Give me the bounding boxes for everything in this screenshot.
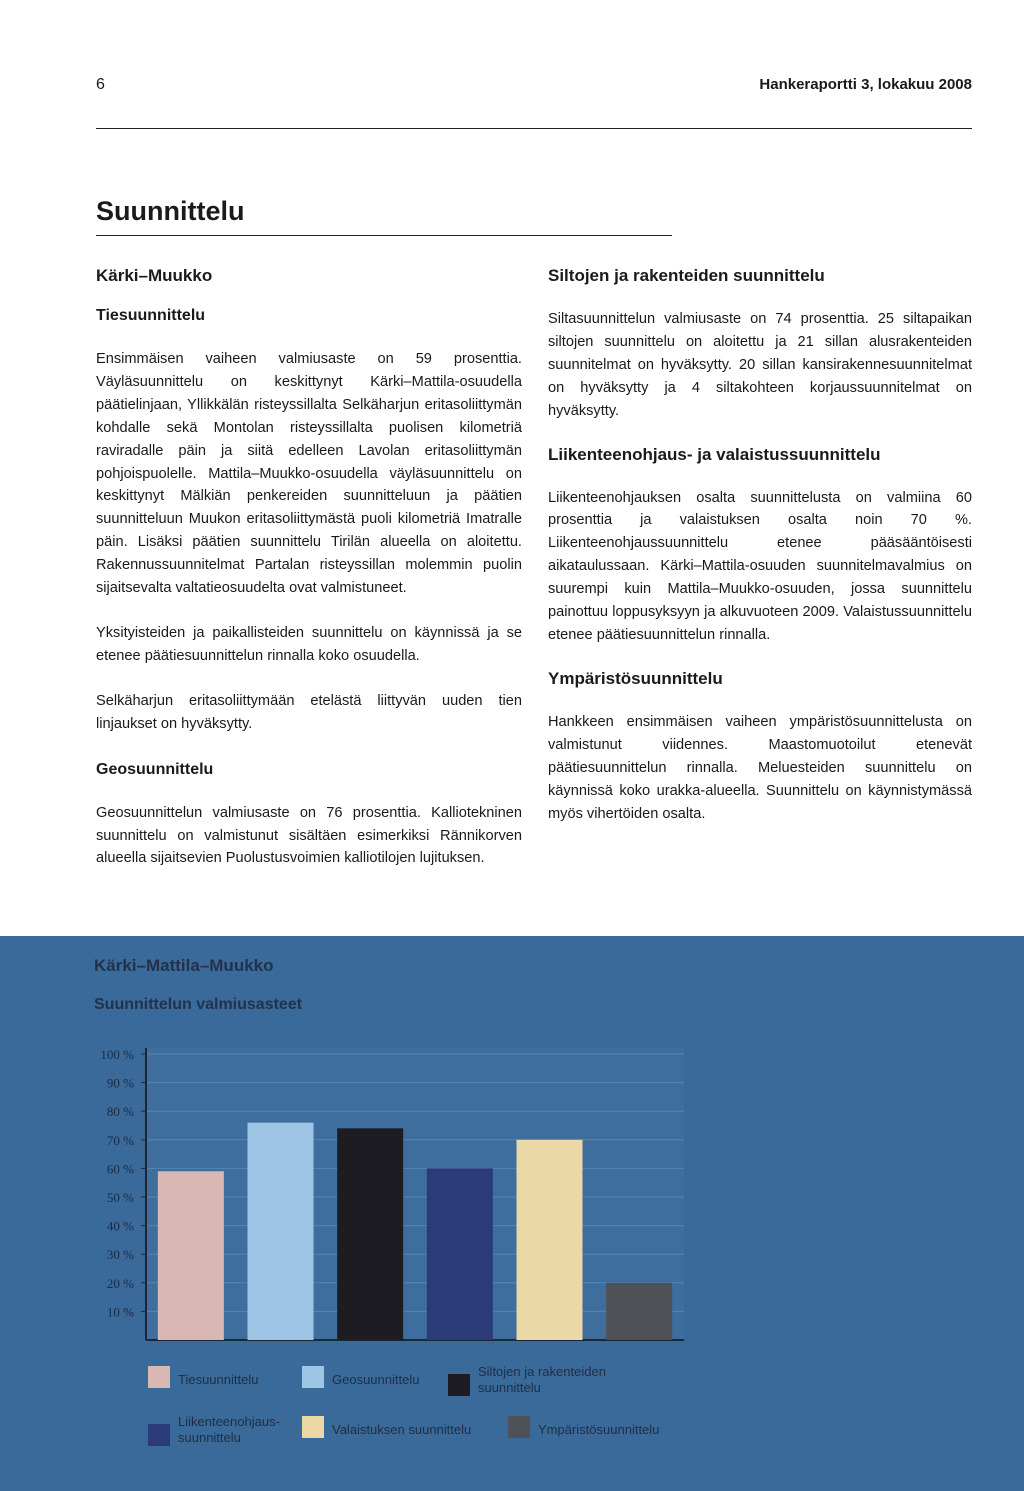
paragraph-siltojen: Siltasuunnittelun valmiusaste on 74 prosenttia. 25 siltapaikan siltojen suunnittelu on aloitettu ja 21 sillan alusrakenteiden suunnitelmat on hyväksytty. 20 sillan kansirakennesuunnitelmat on hyväksytty ja 4 siltakohteen korjaussuunnitelmat on hyväksytty. [548, 311, 972, 419]
legend-swatch [302, 1366, 324, 1388]
chart-subtitle: Suunnittelun valmiusasteet [94, 996, 303, 1013]
heading-ymparisto: Ympäristösuunnittelu [548, 668, 723, 688]
heading-liikenteenohjaus: Liikenteenohjaus- ja valaistussuunnittelu [548, 444, 881, 464]
legend-swatch [148, 1424, 170, 1446]
legend-label: Geosuunnittelu [332, 1372, 420, 1387]
y-tick-label: 30 % [106, 1247, 134, 1263]
y-tick-label: 80 % [106, 1104, 134, 1120]
legend-item [448, 1364, 638, 1396]
chart-title: Kärki–Mattila–Muukko [94, 956, 274, 975]
y-tick-label: 40 % [106, 1218, 134, 1234]
paragraph-ymparisto: Hankkeen ensimmäisen vaiheen ympäristösuunnittelusta on valmistunut viidennes. Maastomuotoilut etenevät päätiesuunnittelun rinnalla. Meluesteiden suunnittelu on käynnissä koko urakka-alueella. Suunnittelu on käynnistymässä myös vihertöiden osalta. [548, 713, 972, 822]
legend-item [148, 1366, 258, 1388]
legend-item [302, 1366, 419, 1388]
legend-label: Liikenteenohjaus-suunnittelu [178, 1414, 280, 1445]
title-rule [96, 235, 672, 236]
heading-geosuunnittelu: Geosuunnittelu [96, 760, 214, 778]
heading-karki-muukko: Kärki–Muukko [96, 266, 213, 285]
heading-tiesuunnittelu: Tiesuunnittelu [96, 307, 206, 324]
y-tick-label: 70 % [106, 1132, 134, 1148]
paragraph-liikenteenohjaus: Liikenteenohjauksen osalta suunnittelusta on valmiina 60 prosenttia ja valaistuksen osalta noin 70 %. Liikenteenohjaussuunnittelu etenee pääsääntöisesti aikataulussaan. Kärki–Mattila-osuuden suunnitelmavalmius on suurempi kuin Mattila–Muukko-osuuden, jossa suunnittelu painottuu loppusyksyyn ja alkuvuoteen 2009. Valaistussuunnittelu etenee päätiesuunnittelun rinnalla. [548, 489, 972, 643]
y-tick-label: 100 % [100, 1047, 134, 1062]
legend-item [508, 1416, 659, 1438]
y-tick-label: 10 % [106, 1304, 134, 1320]
legend-label: Ympäristösuunnittelu [538, 1422, 660, 1437]
header-rule [96, 128, 972, 129]
chart-legend [0, 936, 1024, 1491]
paragraph-geosuunnittelu: Geosuunnittelun valmiusaste on 76 prosenttia. Kalliotekninen suunnittelu on valmistunut sisältäen esimerkiksi Rännikorven alueella sijaitsevien Puolustusvoimien kalliotilojen lujituksen. [96, 804, 522, 867]
section-title: Suunnittelu [96, 196, 245, 226]
legend-label: Siltojen ja rakenteiden suunnittelu [478, 1364, 606, 1395]
page-number: 6 [96, 76, 105, 93]
legend-label: Tiesuunnittelu [178, 1372, 259, 1387]
y-tick-label: 20 % [106, 1275, 134, 1291]
paragraph-selkaharju: Selkäharjun eritasoliittymään etelästä liittyvän uuden tien linjaukset on hyväksytty. [96, 692, 522, 732]
heading-siltojen: Siltojen ja rakenteiden suunnittelu [548, 266, 825, 285]
legend-item [302, 1416, 471, 1438]
y-tick-label: 90 % [106, 1075, 134, 1091]
y-tick-label: 60 % [106, 1161, 134, 1177]
y-tick-label: 50 % [106, 1190, 134, 1205]
legend-swatch [508, 1416, 530, 1438]
paragraph-tiesuunnittelu: Ensimmäisen vaiheen valmiusaste on 59 prosenttia. Väyläsuunnittelu on keskittynyt Kärki–Mattila-osuudella päätielinjaan, Yllikkälän risteyssillalta Selkäharjun eritasoliittymän kohdalle sekä Montolan risteyssillalta puolisen kilometriä raviradalle päin ja siitä edelleen Lavolan eritasoliittymän pohjoispuolelle. Mattila–Muukko-osuudella väyläsuunnittelu on keskittynyt Mälkiän penkereiden suunnitteluun ja päätien suunnitteluun Muukon eritasoliittymästä puoli kilometriä Imatralle päin. Lisäksi päätien suunnittelu Tirilän alueella on aloitettu. Rakennussuunnitelmat Partalan risteyssillan molemmin puolin sijaitsevalta valtatieosuudelta ovat valmistuneet. [96, 351, 522, 597]
legend-swatch [448, 1374, 470, 1396]
right-column [548, 264, 972, 825]
legend-swatch [302, 1416, 324, 1438]
legend-swatch [148, 1366, 170, 1388]
paragraph-yksityistiet: Yksityisteiden ja paikallisteiden suunnittelu on käynnissä ja se etenee päätiesuunnittelun rinnalla koko osuudella. [96, 624, 522, 664]
left-column [96, 264, 522, 870]
legend-label: Valaistuksen suunnittelu [332, 1422, 472, 1437]
running-header: Hankeraportti 3, lokakuu 2008 [759, 76, 972, 93]
